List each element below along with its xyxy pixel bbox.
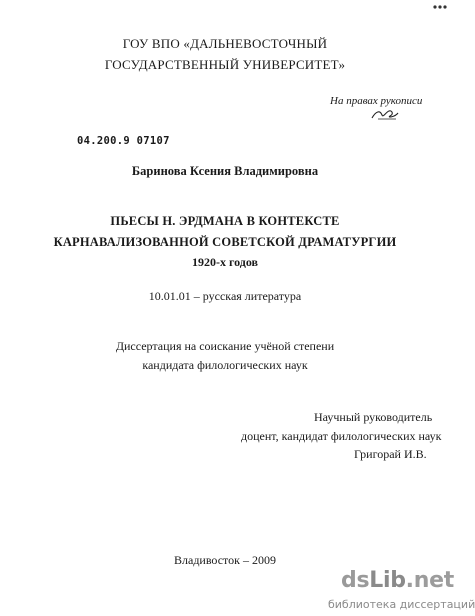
degree-line-2: кандидата филологических наук [142,358,308,372]
watermark-brand-lib: Lib [369,568,406,593]
title-line-1: ПЬЕСЫ Н. ЭРДМАНА В КОНТЕКСТЕ [110,214,340,228]
handwritten-signature-icon [370,107,400,121]
institution-line-1: ГОУ ВПО «ДАЛЬНЕВОСТОЧНЫЙ [122,36,328,51]
title-line-3: 1920-х годов [191,255,259,269]
supervisor-name: Григорай И.В. [354,447,427,461]
institution-line-2: ГОСУДАРСТВЕННЫЙ УНИВЕРСИТЕТ» [104,57,346,72]
watermark-brand-ds: ds [341,568,370,593]
supervisor-credentials: доцент, кандидат филологических наук [241,429,442,443]
specialty-code: 10.01.01 – русская литература [148,289,302,303]
supervisor-role: Научный руководитель [314,410,433,424]
author-name: Баринова Ксения Владимировна [131,164,319,178]
watermark-logo [341,568,454,593]
dslib-watermark [323,568,475,614]
watermark-brand-net: .net [405,568,454,593]
corner-mark-icon [432,2,448,12]
place-and-year: Владивосток – 2009 [174,553,276,567]
catalog-code: 04.200.9 07107 [77,135,170,147]
degree-line-1: Диссертация на соискание учёной степени [115,339,335,353]
rights-note: На правах рукописи [330,95,423,107]
title-line-2: КАРНАВАЛИЗОВАННОЙ СОВЕТСКОЙ ДРАМАТУРГИИ [53,235,397,249]
watermark-subtitle: библиотека диссертаций [328,598,475,611]
